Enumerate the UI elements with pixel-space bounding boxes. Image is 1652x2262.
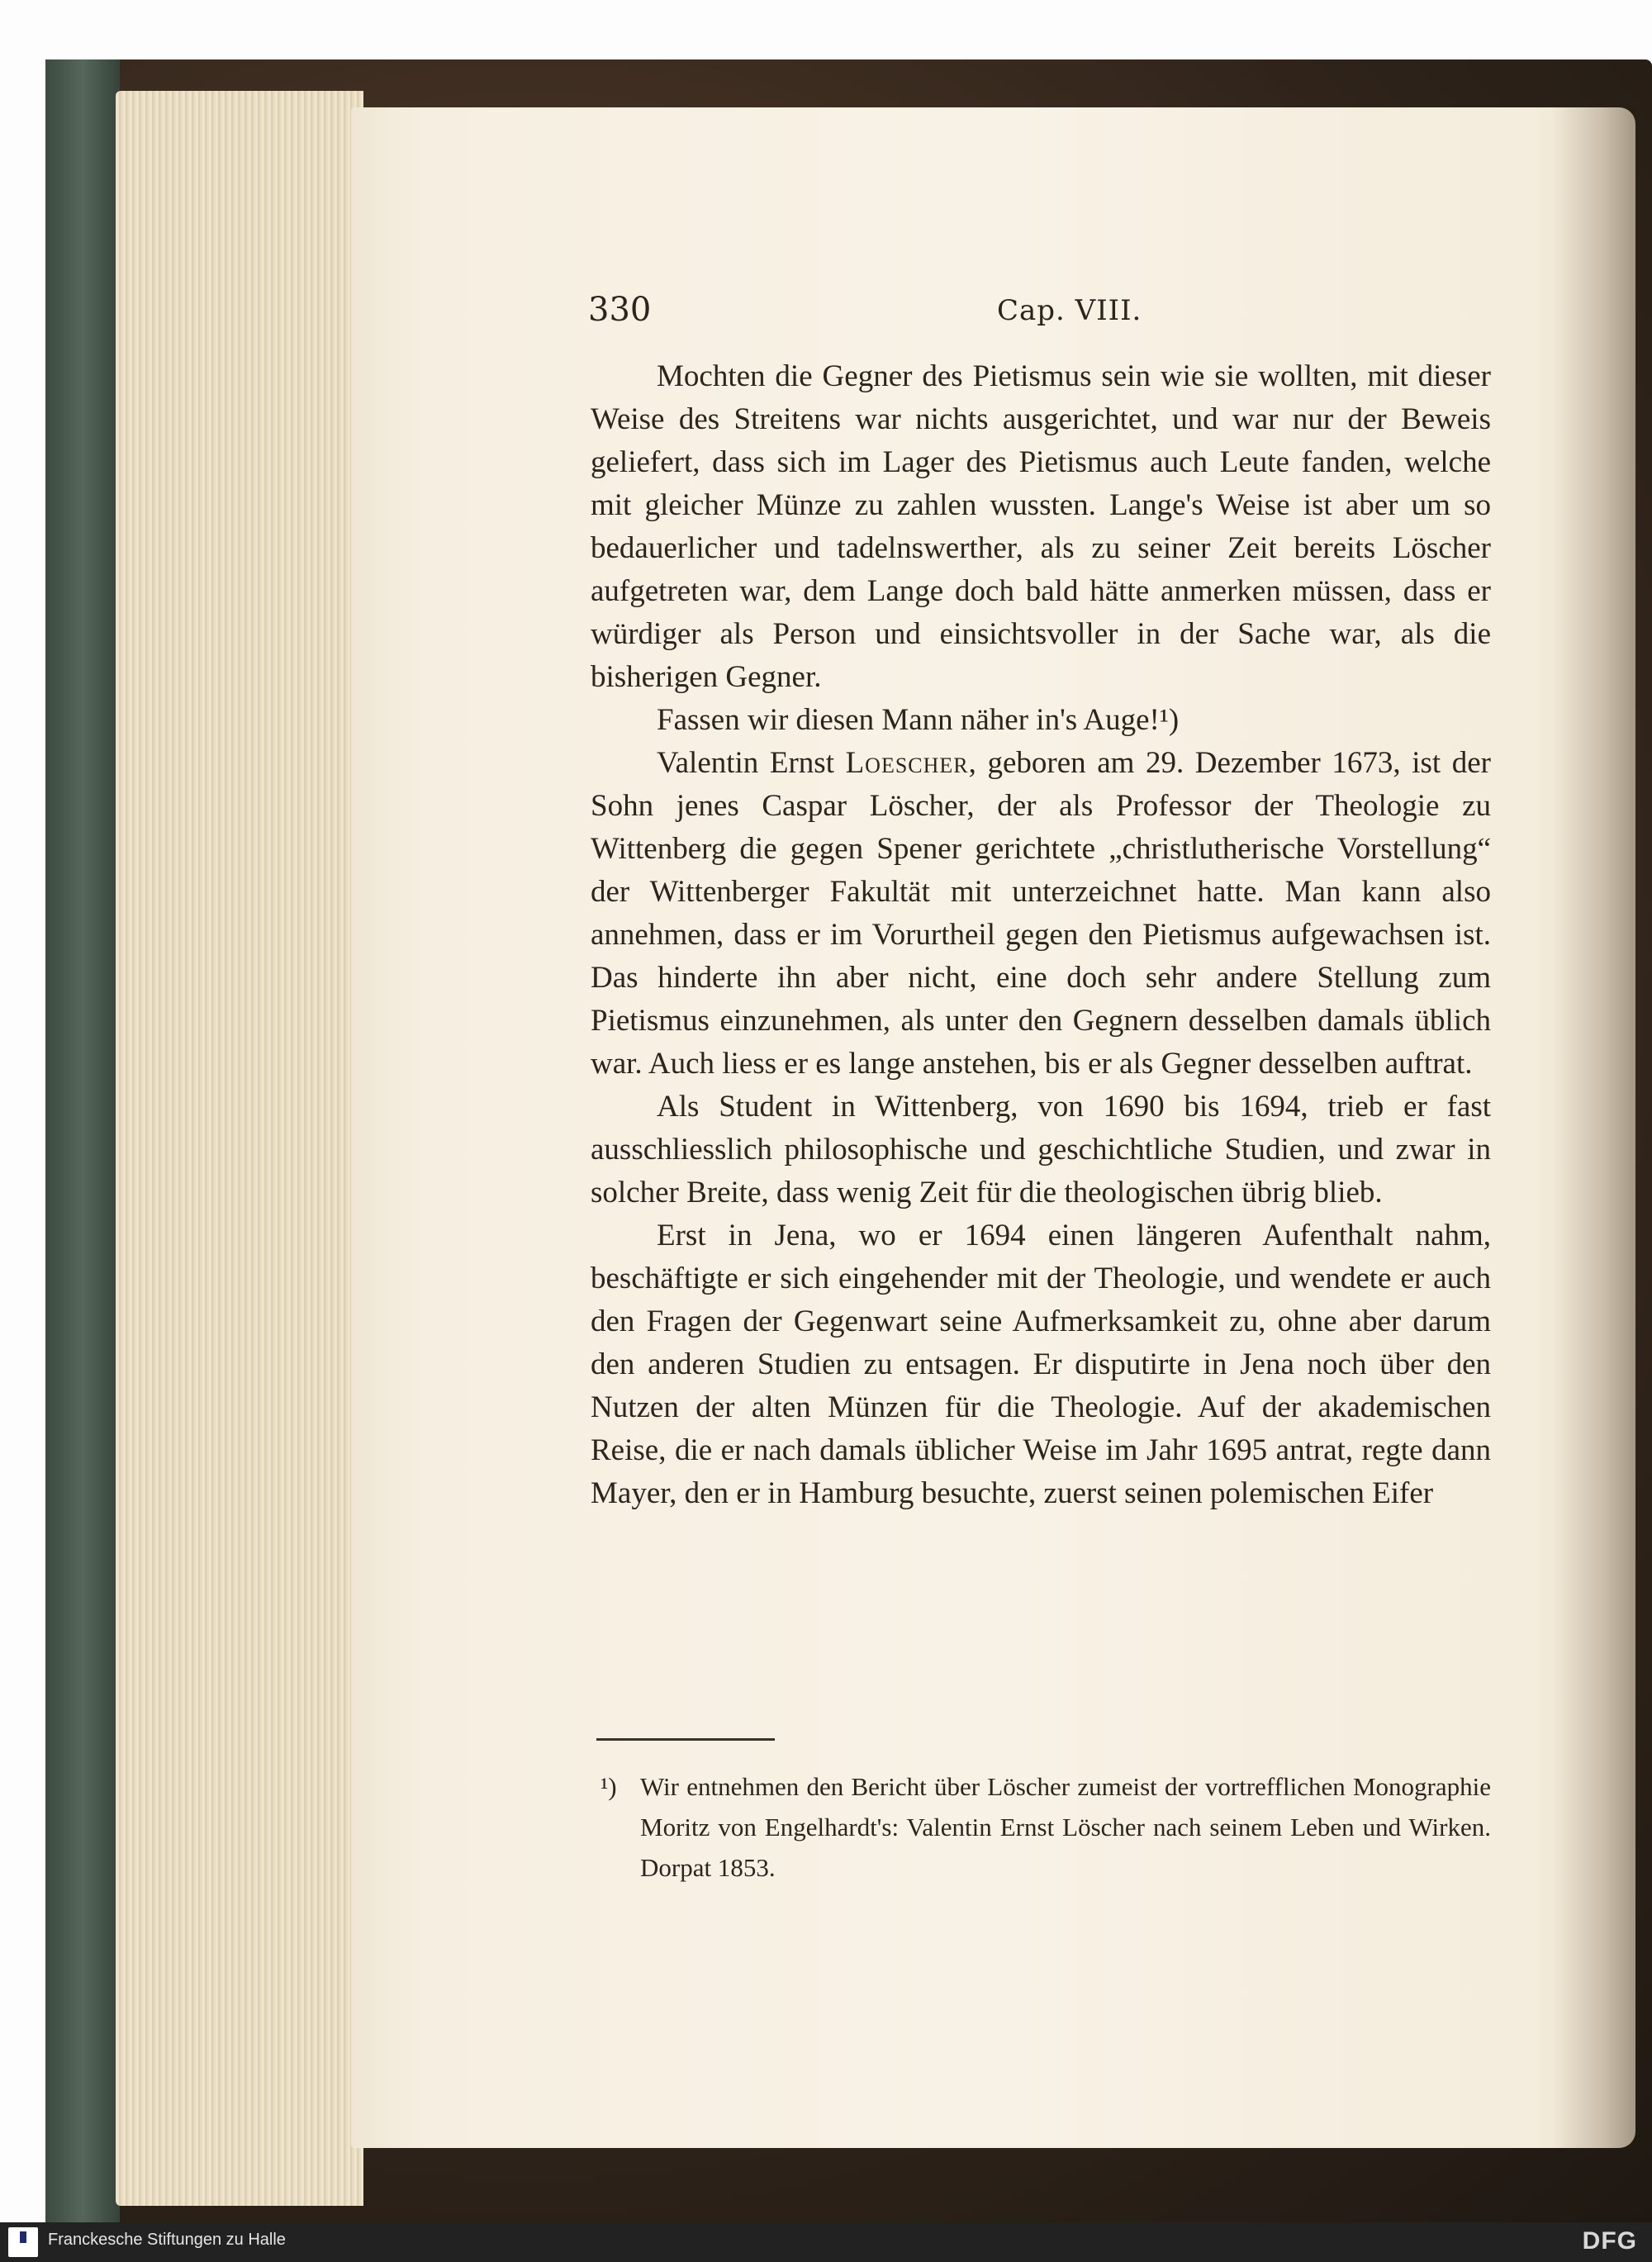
paragraph-2: Fassen wir diesen Mann näher in's Auge!¹) (657, 703, 1180, 737)
gutter-shadow (1553, 107, 1635, 2148)
paragraph-3-start: Valentin Ernst (657, 746, 846, 780)
institution-logo-icon (8, 2227, 38, 2257)
paragraph-1: Mochten die Gegner des Pietismus sein wie sie wollten, mit dieser Weise des Streitens war nichts ausgerichtet, und war nur der Beweis geliefert, dass sich im Lager des Pietismus auch Leute fanden, welche mit gleicher Münze zu zahlen wussten. Lange's Weise ist aber um so bedauerlicher und tadelnswerther, als zu seiner Zeit bereits Löscher aufgetreten war, dem Lange doch bald hätte anmerken müssen, dass er würdiger als Person und einsichtsvoller in der Sache war, als die bisherigen Gegner. (591, 359, 1491, 694)
footnote (601, 1766, 1491, 1888)
viewer-footer (0, 2222, 1652, 2262)
running-head: Cap. VIII. (997, 294, 1142, 327)
paragraph-4: Als Student in Wittenberg, von 1690 bis 1694, trieb er fast ausschliesslich philosophische und geschichtliche Studien, und zwar in solcher Breite, dass wenig Zeit für die theologischen übrig blieb. (591, 1090, 1491, 1209)
paragraph-3-rest: , geboren am 29. Dezember 1673, ist der Sohn jenes Caspar Löscher, der als Professor der Theologie zu Wittenberg die gegen Spener gerichtete „christlutherische Vorstellung“ der Wittenberger Fakultät mit unterzeichnet hatte. Man kann also annehmen, dass er im Vorurtheil gegen den Pietismus aufgewachsen ist. Das hinderte ihn aber nicht, eine doch sehr andere Stellung zum Pietismus einzunehmen, als unter den Gegnern desselben damals üblich war. Auch liess er es lange anstehen, bis er als Gegner desselben auftrat. (591, 746, 1491, 1081)
page-edges (116, 91, 363, 2206)
footnote-mark: ¹) (601, 1772, 617, 1801)
book-spine (45, 59, 120, 2249)
footnote-text: Wir entnehmen den Bericht über Löscher zumeist der vortrefflichen Monographie Moritz von Engelhardt's: Valentin Ernst Löscher nach seinem Leben und Wirken. Dorpat 1853. (640, 1772, 1491, 1882)
paragraph-3 (591, 742, 1491, 1086)
name-loescher: Loescher (845, 746, 969, 780)
footnote-rule (596, 1738, 775, 1741)
paragraph-5: Erst in Jena, wo er 1694 einen längeren Aufenthalt nahm, beschäftigte er sich eingehender mit der Theologie, und wendete er auch den Fragen der Gegenwart seine Aufmerksamkeit zu, ohne aber darum den anderen Studien zu entsagen. Er disputirte in Jena noch über den Nutzen der alten Münzen für die Theologie. Auf der akademischen Reise, die er nach damals üblicher Weise im Jahr 1695 antrat, regte dann Mayer, den er in Hamburg besuchte, zuerst seinen polemischen Eifer (591, 1219, 1491, 1510)
institution-name: Franckesche Stiftungen zu Halle (48, 2231, 286, 2249)
page-header (588, 291, 1488, 340)
page-number: 330 (588, 291, 652, 329)
body-text (591, 355, 1491, 1515)
dfg-logo: DFG (1582, 2227, 1637, 2255)
